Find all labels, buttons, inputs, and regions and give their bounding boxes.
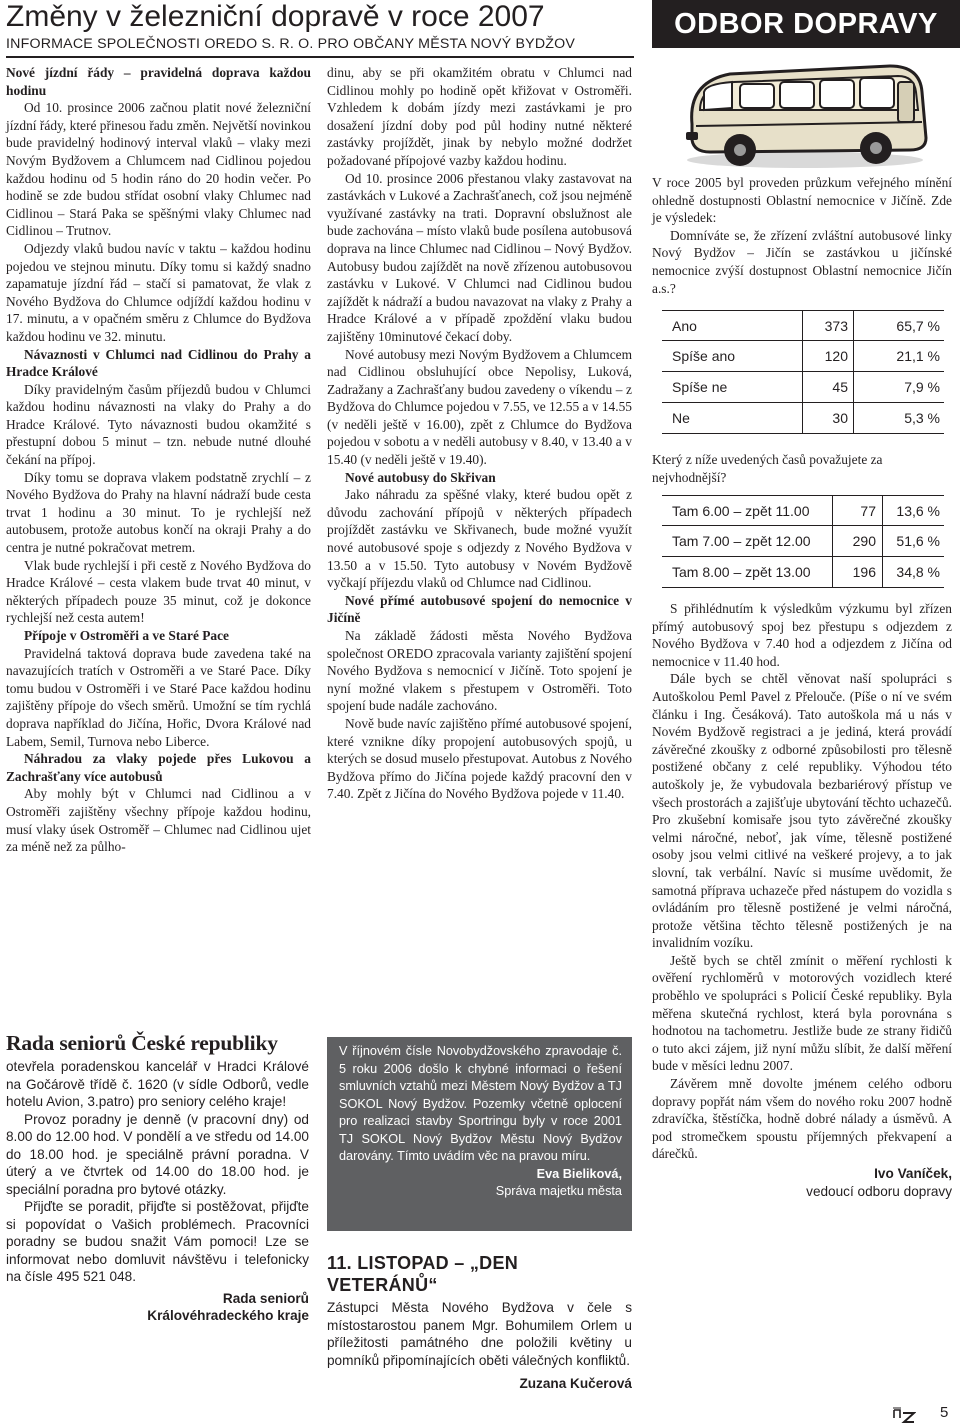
paragraph: Závěrem mně dovolte jménem celého odboru dopravy popřát nám všem do nového roku 2007 hodně zdravíčka, štěstíčka, hodně dobré nálady a úsměvů. A pod stromečkem spoustu příjemných překvapení a dárečků. [652,1076,952,1162]
seniors-title: Rada seniorů České republiky [6,1031,278,1055]
survey-percent: 65,7 % [896,317,940,334]
article-column-3 [652,174,952,297]
table-row [662,495,944,526]
page-subtitle: INFORMACE SPOLEČNOSTI OREDO S. R. O. PRO OBČANY MĚSTA NOVÝ BYDŽOV [6,36,576,52]
table-divider [853,341,854,371]
table-row [662,341,944,372]
paragraph: Díky pravidelným časům příjezdů budou v Chlumci každou hodinu návaznosti na vlaky do Prahy a do Hradce Králové. Tyto návaznosti budou okamžité s přestupní dobou 5 minut – tzn. nebude nutné dlouhé čekání na přípoj. [6,381,311,468]
survey-answer: Spíše ano [672,348,736,364]
survey-percent: 13,6 % [896,502,940,519]
survey-question-2: Který z níže uvedených časů považujete za nejvhodnější? [652,452,883,485]
table-row [662,557,944,588]
survey-question-1: Domníváte se, že zřízení zvláštní autobusové linky Nový Bydžov – Jičín se zastávkou u jičínské nemocnice zvýší dostupnost Oblastní nemocnice Jičín a.s.? [652,227,952,296]
table-divider [882,526,883,556]
table-row [662,526,944,557]
heading-timetable: Nové jízdní řády – pravidelná doprava každou hodinu [6,65,311,98]
header-rule [6,56,634,58]
heading-connections: Návaznosti v Chlumci nad Cidlinou do Prahy a Hradce Králové [6,346,311,380]
paragraph: S přihlédnutím k výsledkům výzkumu byl zřízen přímý autobusový spoj bez přestupu s odjezdem z Nového Bydžova v 7.40 hod a odjezdem z Jičína od nemocnice v 11.40 hod. [652,601,952,669]
table-divider [832,557,833,587]
table-divider [882,557,883,587]
notice-sign-role: Správa majetku města [495,1184,622,1198]
bus-illustration-icon [670,52,940,170]
page-title: Změny v železniční dopravě v roce 2007 [6,0,545,33]
table-divider [802,311,803,340]
correction-notice [327,1037,632,1231]
department-banner: ODBOR DOPRAVY [652,0,960,48]
survey-answer: Tam 7.00 – zpět 12.00 [672,533,811,549]
paragraph: Nové autobusy mezi Novým Bydžovem a Chlumcem nad Cidlinou obsluhující obce Nepolisy, Luková, Zadražany a Zachrašťany budou zavedeny o víkendu – z Bydžova do Chlumce pojedou v 7.55, ve 12.55 a v 14.55 (v neděli ještě v 16.00), zpět z Chlumce do Bydžova pojedou v sobotu a v neděli autobusy v 8.40, v 13.40 a v 15.40 (v neděli ještě v 19.40). [327,346,632,468]
heading-skrivan: Nové autobusy do Skřivan [345,469,496,485]
paragraph: Díky tomu se doprava vlakem podstatně zrychlí – z Nového Bydžova do Prahy na hlavní nádraží bude cesta trvat 1 hodinu a 30 minut. To je rychlejší než autobusem, protože autobus končí na okraji Prahy a do centra je nutné pokračovat metrem. [6,469,311,556]
table-divider [802,403,803,433]
survey-count: 373 [824,317,848,334]
survey-table-1 [662,310,944,434]
paragraph: Dále bych se chtěl věnovat naší spolupráci s Autoškolou Peml Pavel z Přelouče. (Píše o ní ve svém článku i Ing. Česáková). Tato autoškola má u nás v Novém Bydžově registraci a je jediná, která provádí závěrečné zkoušky z odborné způsobilosti pro tělesně postižené občany z celé republiky. Výhodou této autoškoly je, že vybudovala bezbariérový přístup ve všech prostorách a zajišťuje ubytování těchto uchazečů. Pro zkušební komisaře jsou tyto závěrečné zkoušky velmi náročné, neboť, jak víme, tělesně postižené osoby jsou velmi citlivé na veškeré projevy, a to jak slovní, tak verbální. Navíc si musíme uvědomit, že samotná příprava uchazeče před nástupem do vozidla s ovládáním pro tělesně postižené je velmi náročná, protože většina těchto tělesně postižených je na invalidním vozíku. [652,671,952,951]
table-row [662,403,944,434]
heading-jicin: Nové přímé autobusové spojení do nemocnice v Jičíně [327,592,632,626]
veterans-text: Zástupci Města Nového Bydžova v čele s místostarostou panem Mgr. Bohumilem Orlem u příležitosti památného dne položili květiny u pomníků připomínajících oběti válečných konfliktů. [327,1300,632,1368]
survey-answer: Tam 8.00 – zpět 13.00 [672,564,811,580]
newsletter-logo-icon [892,1406,916,1424]
heading-ostromer: Přípoje v Ostroměři a ve Staré Pace [24,628,229,643]
table-row [662,372,944,403]
survey-percent: 34,8 % [896,564,940,580]
paragraph: Ještě bych se chtěl zmínit o měření rychlosti k ověření rychloměrů v motorových vozidlech které proběhlo ve spolupráci s Policií České republiky. Byla měřena skutečná rychlost, která byla porovnána s hodnotou na tachometru. Jestliže bude ze strany řidičů o tuto akci zájem, již nyní můžu slíbit, že další měření bude v měsíci lednu 2007. [652,952,952,1074]
survey-table-2 [662,495,944,588]
paragraph: Odjezdy vlaků budou navíc v taktu – každou hodinu pojedou ve stejnou minutu. Díky tomu si každý snadno zapamatuje jízdní řád – stačí si pamatovat, že vlak z Nového Bydžova do Chlumce odjíždí každou hodinu v 17. minutu, a v opačném směru z Chlumce do Bydžova každou hodinu ve 32. minutu. [6,240,311,344]
table-divider [853,372,854,402]
survey-count: 196 [852,564,876,580]
paragraph: Na základě žádosti města Nového Bydžova společnost OREDO zpracovala varianty zajištění spojení Nového Bydžova s nemocnicí v Jičíně. Toto spojení je nyní možné vlakem s přestupem v Ostroměři. Toto spojení bude nadále zachováno. [327,628,632,714]
notice-sign-name: Eva Bieliková, [536,1166,622,1181]
article-column-1 [6,64,311,856]
paragraph: otevřela poradenskou kancelář v Hradci Králové na Gočárově třídě č. 1620 (v sídle Odborů, vedle hotelu Avion, 3.patro) pro seniory celého kraje! [6,1059,309,1109]
survey-count: 290 [852,533,876,549]
survey-count: 77 [860,502,876,519]
paragraph: Provoz poradny je denně (v pracovní dny) od 8.00 do 12.00 hod. V pondělí a ve středu od 14.00 do 18.00 hod. je speciálně právní poradna. V úterý a ve čtvrtek od 14.00 do 18.00 hod. je speciální poradna pro bytové otázky. [6,1111,309,1197]
table-divider [882,496,883,525]
paragraph: dinu, aby se při okamžitém obratu v Chlumci nad Cidlinou mohly po hodině opět křižovat v Ostroměři. Vzhledem k dobám jízdy mezi zastávkami je pro dosažení jízdní doby pod půl hodiny nutné některé zastávky projíždět, jinak by nebylo možné dodržet požadované přípojové vazby každou hodinu. [327,65,632,168]
paragraph: Pravidelná taktová doprava bude zavedena také na navazujících tratích v Ostroměři a ve Staré Pace. Díky tomu budou v Ostroměři i ve Staré Pace každou hodinu zajištěny přípoje do všech směrů. Umožní se tím rychlá doprava například do Jičína, Hořic, Dvora Králové nad Labem, Semil, Turnova nebo Liberce. [6,645,311,749]
survey-count: 30 [832,410,848,426]
paragraph: Vlak bude rychlejší i při cestě z Nového Bydžova do Hradce Králové – cesta vlakem bude trvat 40 minut, v některých případech pouze 35 minut, což je dokonce rychlejší než cesta autem! [6,557,311,626]
signature-line: Rada seniorů [222,1290,309,1306]
survey-answer: Tam 6.00 – zpět 11.00 [672,502,810,519]
paragraph: Nově bude navíc zajištěno přímé autobusové spojení, které vznikne díky propojení autobusových spojů, u kterých se dosud muselo přestupovat. Autobus z Nového Bydžova přímo do Jičína pojede každý pracovní den v 7.40. Zpět z Jičína do Nového Bydžova pojede v 11.40. [327,715,632,802]
table-divider [802,341,803,371]
survey-answer: Spíše ne [672,379,728,395]
signature-line: Královéhradeckého kraje [147,1308,309,1323]
seniors-article [6,1030,309,1325]
table-row [662,310,944,341]
survey-count: 120 [824,348,848,364]
survey-percent: 5,3 % [904,410,940,426]
notice-signature [339,1166,622,1201]
paragraph: Jako náhradu za spěšné vlaky, které budou opět z důvodu zachování přípojů v některých případech projíždět zastávku ve Skřivanech, bude možné využít nové autobusové spoje s odjezdy z Nového Bydžova v 13.50 a v 15.50. Tyto autobusy v Novém Bydžově vyčkají příjezdu vlaků od Chlumce nad Cidlinou. [327,487,632,591]
notice-text: V říjnovém čísle Novobydžovského zpravodaje č. 5 roku 2006 došlo k chybné informaci o řešení smluvních vztahů mezi Městem Nový Bydžov a TJ SOKOL Nový Bydžov. Pozemky včetně oplocení pro realizaci stavby Sportringu byly v roce 2001 TJ SOKOL Nový Bydžov Městu Nový Bydžov darovány. Tímto uvádím věc na pravou míru. [339,1044,622,1163]
table-divider [853,311,854,340]
sign-name: Ivo Vaníček, [874,1166,952,1181]
page-number: 5 [940,1404,949,1421]
table-divider [853,403,854,433]
heading-bus-replacement: Náhradou za vlaky pojede přes Lukovou a Zachrašťany více autobusů [6,751,311,784]
table-divider [832,526,833,556]
article-column-3-continued [652,600,952,1200]
article-column-2 [327,64,632,803]
paragraph: Přijďte se poradit, přijďte si postěžovat, přijďte si popovídat o Vašich problémech. Pracovníci poradny se budou snažit Vám pomoci! Lze se informovat nebo domluvit návštěvu i telefonicky na čísle 495 521 048. [6,1199,309,1284]
table-divider [832,496,833,525]
survey-percent: 7,9 % [904,379,940,395]
survey-answer: Ano [672,317,697,334]
paragraph: Aby mohly být v Chlumci nad Cidlinou a v Ostroměři zajištěny všechny přípoje každou hodinu, musí vlaky úsek Ostroměř – Chlumec nad Cidlinou ujet za méně než za půlho- [6,786,311,855]
veterans-title: 11. LISTOPAD – „DEN VETERÁNŮ“ [327,1253,519,1295]
paragraph: Od 10. prosince 2006 začnou platit nové železniční jízdní řády, které přinesou řadu změn. Největší novinkou bude pravidelný hodinový interval vlaků – vlaky mezi Novým Bydžovem a Chlumcem nad Cidlinou pojedou každou hodinu od 5 hodin ráno do 20 hodin večer. Po hodině se zde budou střídat osobní vlaky Chlumec nad Cidlinou – Stará Paka se spěšnými vlaky Chlumec nad Cidlinou – Trutnov. [6,100,311,239]
paragraph: Od 10. prosince 2006 přestanou vlaky zastavovat na zastávkách v Lukové a Zachrašťanech, což jsou nejméně využívané zastávky na trati. Dopravní obslužnost ale bude zachována – místo vlaků bude posílena autobusová doprava na lince Chlumec nad Cidlinou – Nový Bydžov. Autobusy budou zajíždět na nově zřízenou autobusovou zastávku v Lukové. V Chlumci nad Cidlinou budou zajíždět k nádraží a budou navazovat na vlaky z Prahy a Hradce Králové a v případě zpoždění vlaku budou zajištěny 10minutové čekací doby. [327,170,632,344]
survey-percent: 51,6 % [896,533,940,549]
veterans-signature: Zuzana Kučerová [519,1376,632,1391]
survey-intro: V roce 2005 byl proveden průzkum veřejného mínění ohledně dostupnosti Oblastní nemocnice v Jičíně. Zde je výsledek: [652,175,952,226]
survey-percent: 21,1 % [896,348,940,364]
table-divider [802,372,803,402]
survey-count: 45 [832,379,848,395]
veterans-article [327,1252,632,1393]
department-signature [652,1165,952,1200]
sign-role: vedoucí odboru dopravy [806,1183,952,1199]
survey-answer: Ne [672,410,690,426]
seniors-signature [6,1290,309,1325]
